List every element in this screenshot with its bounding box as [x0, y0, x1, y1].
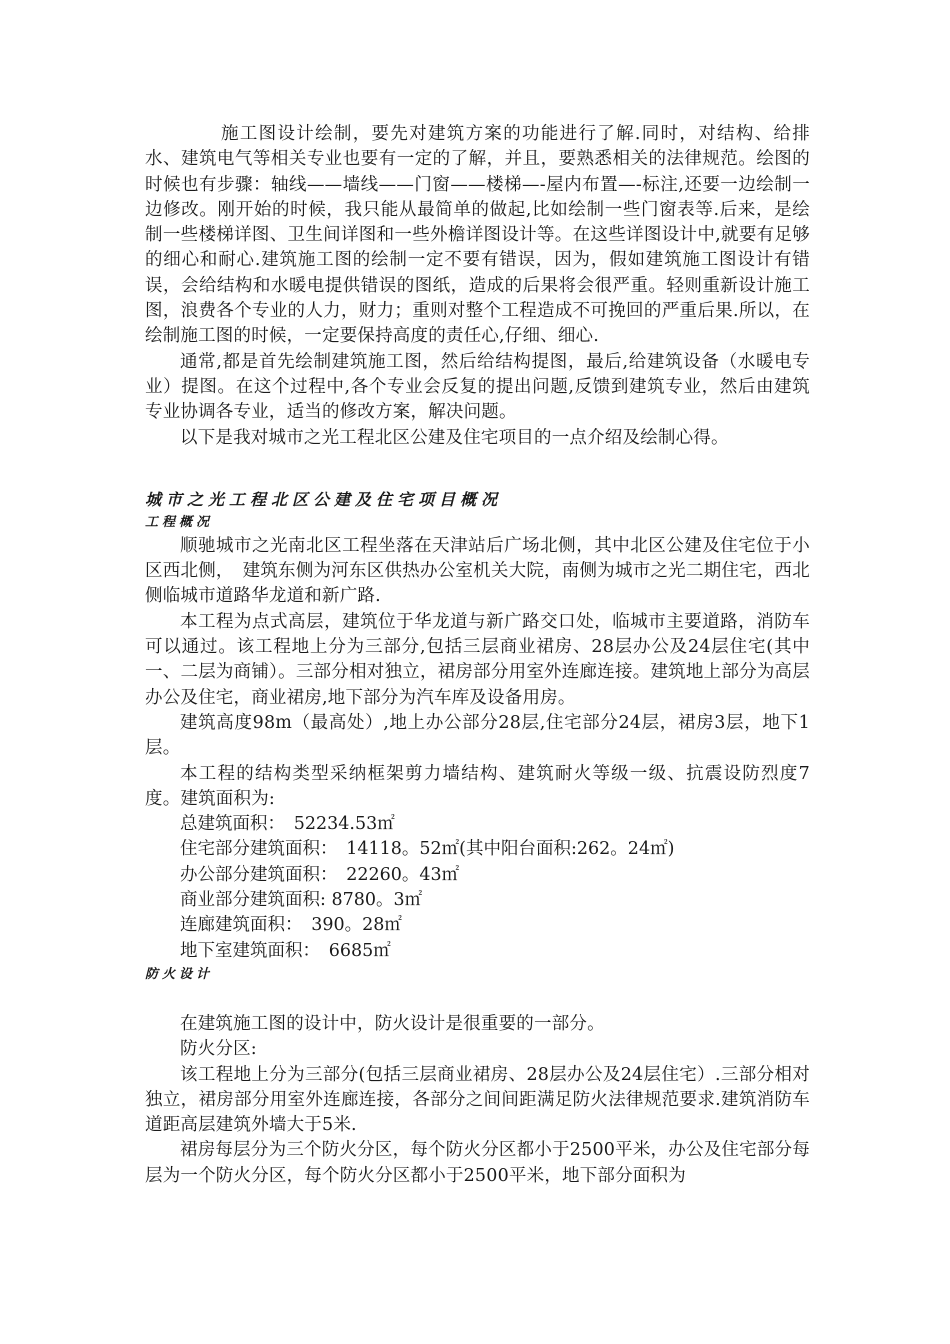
- fire-paragraph-1: 在建筑施工图的设计中，防火设计是很重要的一部分。: [180, 1013, 605, 1034]
- document-page: [145, 122, 810, 1189]
- overview-paragraph-4: 本工程的结构类型采纳框架剪力墙结构、建筑耐火等级一级、抗震设防烈度7度。建筑面积为:: [145, 763, 810, 809]
- fire-paragraph-2: 防火分区:: [180, 1039, 257, 1060]
- overview-heading: 工程概况: [145, 514, 214, 530]
- area-total: 总建筑面积： 52234.53㎡: [180, 814, 395, 835]
- area-basement: 地下室建筑面积： 6685㎡: [180, 940, 391, 961]
- spacer: [145, 986, 810, 1012]
- overview-paragraph-1: 顺驰城市之光南北区工程坐落在天津站后广场北侧，其中北区公建及住宅位于小区西北侧， 建筑东侧为河东区供热办公室机关大院，南侧为城市之光二期住宅，西北侧临城市道路华龙道和新广路.: [145, 535, 810, 607]
- area-residential: 住宅部分建筑面积： 14118。52㎡(其中阳台面积:262。24㎡): [180, 839, 675, 860]
- intro-paragraph-3: 以下是我对城市之光工程北区公建及住宅项目的一点介绍及绘制心得。: [180, 427, 729, 448]
- spacer: [145, 451, 810, 488]
- overview-paragraph-2: 本工程为点式高层，建筑位于华龙道与新广路交口处，临城市主要道路，消防车可以通过。该工程地上分为三部分,包括三层商业裙房、28层办公及24层住宅(其中一、二层为商铺）。三部分相对独立，裙房部分用室外连廊连接。建筑地上部分为高层办公及住宅，商业裙房,地下部分为汽车库及设备用房。: [145, 611, 810, 708]
- fire-paragraph-3: 该工程地上分为三部分(包括三层商业裙房、28层办公及24层住宅）.三部分相对独立，裙房部分用室外连廊连接，各部分之间间距满足防火法律规范要求.建筑消防车道距高层建筑外墙大于5米.: [145, 1064, 810, 1136]
- fire-design-heading: 防火设计: [145, 966, 214, 982]
- area-corridor: 连廊建筑面积： 390。28㎡: [180, 915, 402, 936]
- area-commercial: 商业部分建筑面积: 8780。3㎡: [180, 890, 423, 911]
- intro-paragraph-1: 施工图设计绘制，要先对建筑方案的功能进行了解.同时，对结构、给排水、建筑电气等相关专业也要有一定的了解，并且，要熟悉相关的法律规范。绘图的时候也有步骤：轴线——墙线——门窗——楼梯—-屋内布置—-标注,还要一边绘制一边修改。刚开始的时候，我只能从最简单的做起,比如绘制一些门窗表等.后来，是绘制一些楼梯详图、卫生间详图和一些外檐详图设计等。在这些详图设计中,就要有足够的细心和耐心.建筑施工图的绘制一定不要有错误，因为，假如建筑施工图设计有错误，会给结构和水暖电提供错误的图纸，造成的后果将会很严重。轻则重新设计施工图，浪费各个专业的人力，财力；重则对整个工程造成不可挽回的严重后果.所以，在绘制施工图的时候，一定要保持高度的责任心,仔细、细心.: [145, 124, 810, 347]
- intro-paragraph-2: 通常,都是首先绘制建筑施工图，然后给结构提图，最后,给建筑设备（水暖电专业）提图。在这个过程中,各个专业会反复的提出问题,反馈到建筑专业，然后由建筑专业协调各专业，适当的修改方案，解决问题。: [145, 351, 810, 423]
- section-title: 城市之光工程北区公建及住宅项目概况: [145, 489, 503, 509]
- area-office: 办公部分建筑面积： 22260。43㎡: [180, 864, 460, 885]
- fire-paragraph-4: 裙房每层分为三个防火分区，每个防火分区都小于2500平米，办公及住宅部分每层为一个防火分区，每个防火分区都小于2500平米，地下部分面积为: [145, 1140, 810, 1186]
- overview-paragraph-3: 建筑高度98m（最高处）,地上办公部分28层,住宅部分24层，裙房3层，地下1层。: [145, 712, 810, 759]
